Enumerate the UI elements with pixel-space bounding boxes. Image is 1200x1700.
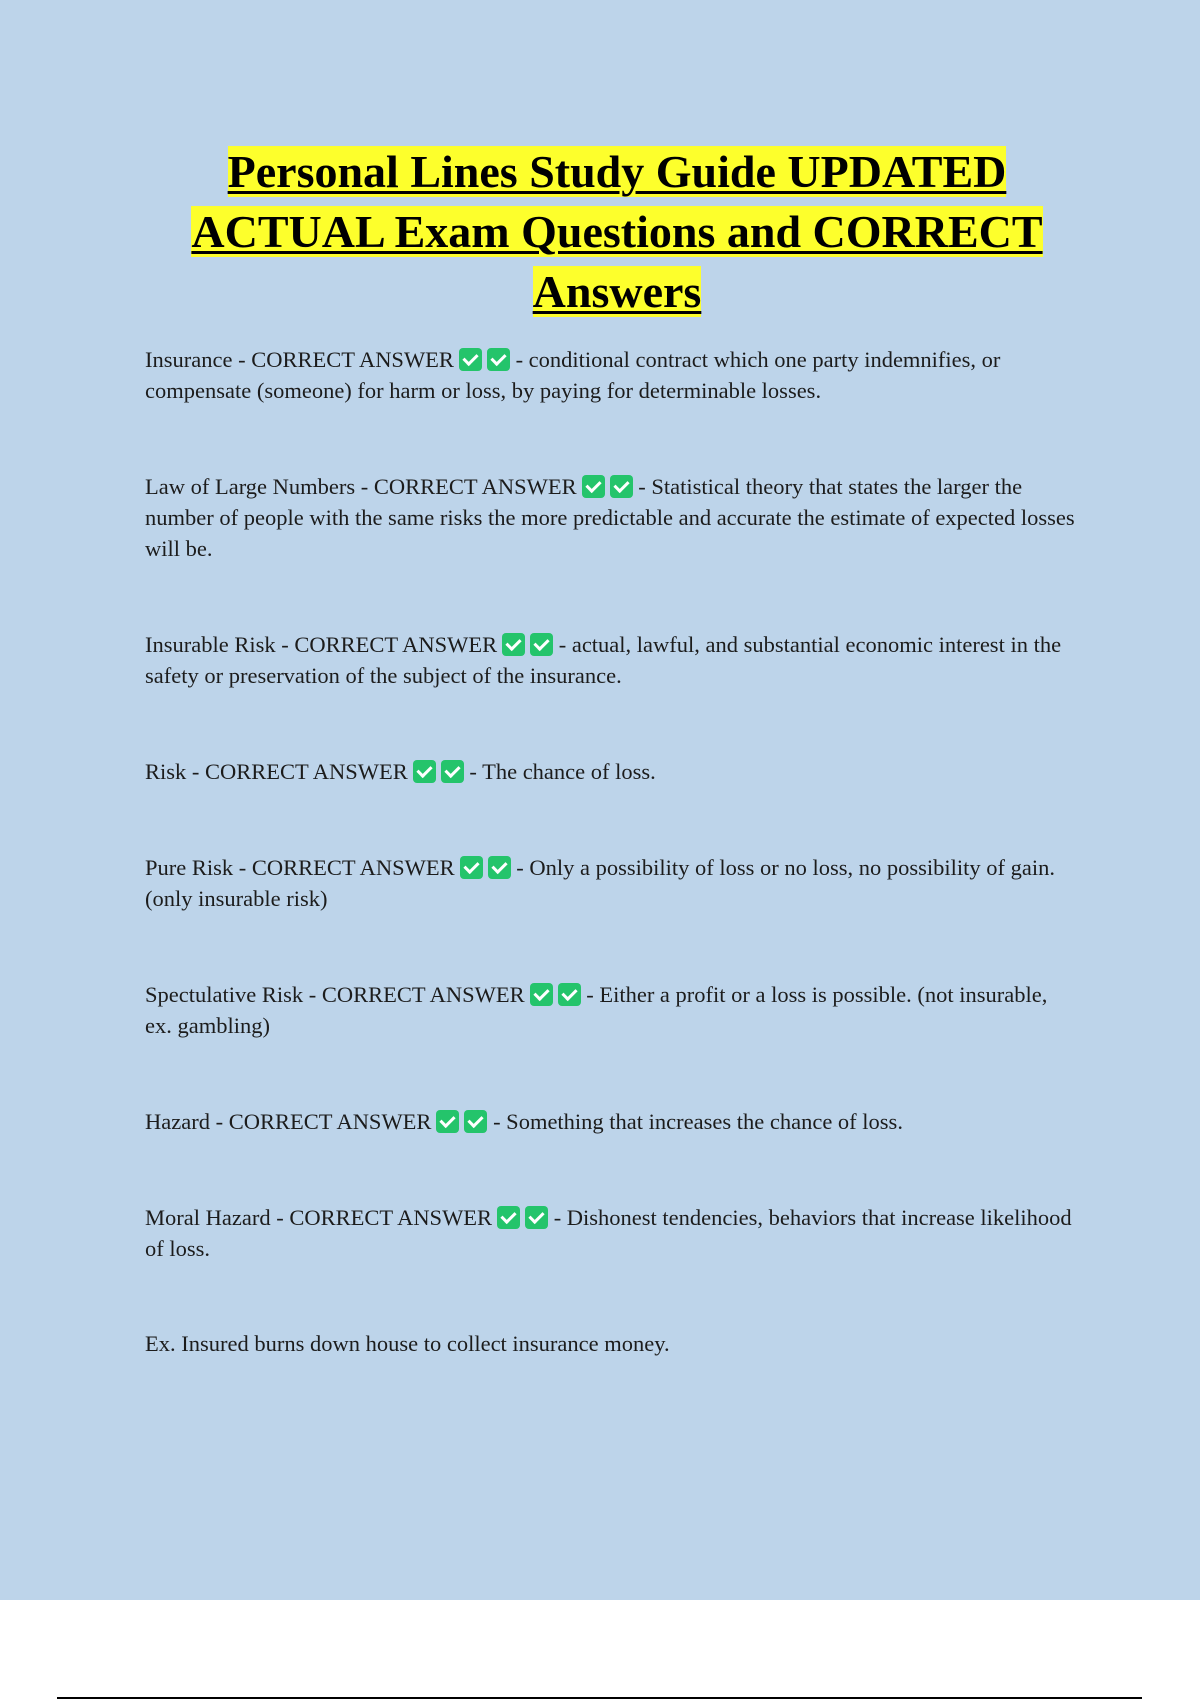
- entry-term: Risk: [145, 759, 187, 784]
- answer-marker: - CORRECT ANSWER: [238, 347, 454, 372]
- entry-definition: - actual, lawful, and substantial economic interest in the safety or preservation of the subject of the insurance.: [145, 632, 1062, 688]
- title-line-2: ACTUAL Exam Questions and CORRECT: [191, 206, 1043, 257]
- green-checkmark-icon: [436, 1110, 459, 1133]
- green-checkmark-icon: [502, 633, 525, 656]
- green-checkmark-icon: [487, 348, 510, 371]
- green-checkmark-icon: [497, 1206, 520, 1229]
- green-checkmark-icon: [530, 983, 553, 1006]
- entry-definition: - Something that increases the chance of loss.: [493, 1109, 903, 1134]
- entry-term: Insurable Risk: [145, 632, 276, 657]
- document-title: [130, 142, 1104, 322]
- title-line-3: Answers: [532, 266, 702, 317]
- entry-term: Insurance: [145, 347, 233, 372]
- entry-insurable-risk: [145, 629, 1075, 691]
- green-checkmark-icon: [488, 856, 511, 879]
- entry-insurance: [145, 344, 1075, 406]
- answer-marker: - CORRECT ANSWER: [276, 1205, 493, 1230]
- entry-risk: [145, 756, 1075, 787]
- entry-definition: - The chance of loss.: [469, 759, 656, 784]
- entry-definition: - conditional contract which one party indemnifies, or compensate (someone) for harm or loss, by paying for determinable losses.: [145, 347, 1001, 403]
- entry-law-of-large-numbers: [145, 471, 1075, 564]
- green-checkmark-icon: [582, 475, 605, 498]
- entry-hazard: [145, 1106, 1075, 1137]
- green-checkmark-icon: [460, 856, 483, 879]
- title-line-1: Personal Lines Study Guide UPDATED: [227, 146, 1007, 197]
- entry-term: Spectulative Risk: [145, 982, 304, 1007]
- entry-definition: - Statistical theory that states the larger the number of people with the same risks the more predictable and accurate the estimate of expected losses will be.: [145, 474, 1075, 561]
- entry-term: Hazard: [145, 1109, 210, 1134]
- green-checkmark-icon: [530, 633, 553, 656]
- answer-marker: - CORRECT ANSWER: [281, 632, 498, 657]
- answer-marker: - CORRECT ANSWER: [360, 474, 577, 499]
- entry-term: Pure Risk: [145, 855, 234, 880]
- answer-marker: - CORRECT ANSWER: [191, 759, 408, 784]
- entry-speculative-risk: [145, 979, 1075, 1041]
- green-checkmark-icon: [413, 760, 436, 783]
- answer-marker: - CORRECT ANSWER: [238, 855, 455, 880]
- entry-definition: - Either a profit or a loss is possible. (not insurable, ex. gambling): [145, 982, 1048, 1038]
- footer-divider: [57, 1697, 1142, 1699]
- green-checkmark-icon: [459, 348, 482, 371]
- answer-marker: - CORRECT ANSWER: [308, 982, 525, 1007]
- green-checkmark-icon: [525, 1206, 548, 1229]
- entry-term: Moral Hazard: [145, 1205, 271, 1230]
- green-checkmark-icon: [464, 1110, 487, 1133]
- entry-pure-risk: [145, 852, 1075, 914]
- answer-marker: - CORRECT ANSWER: [215, 1109, 432, 1134]
- entry-list: [145, 344, 1075, 1359]
- example-text: Ex. Insured burns down house to collect insurance money.: [145, 1331, 670, 1356]
- entry-moral-hazard: [145, 1202, 1075, 1264]
- green-checkmark-icon: [558, 983, 581, 1006]
- entry-definition: - Only a possibility of loss or no loss, no possibility of gain. (only insurable risk): [145, 855, 1056, 911]
- entry-definition: - Dishonest tendencies, behaviors that increase likelihood of loss.: [145, 1205, 1072, 1261]
- green-checkmark-icon: [610, 475, 633, 498]
- green-checkmark-icon: [441, 760, 464, 783]
- entry-term: Law of Large Numbers: [145, 474, 356, 499]
